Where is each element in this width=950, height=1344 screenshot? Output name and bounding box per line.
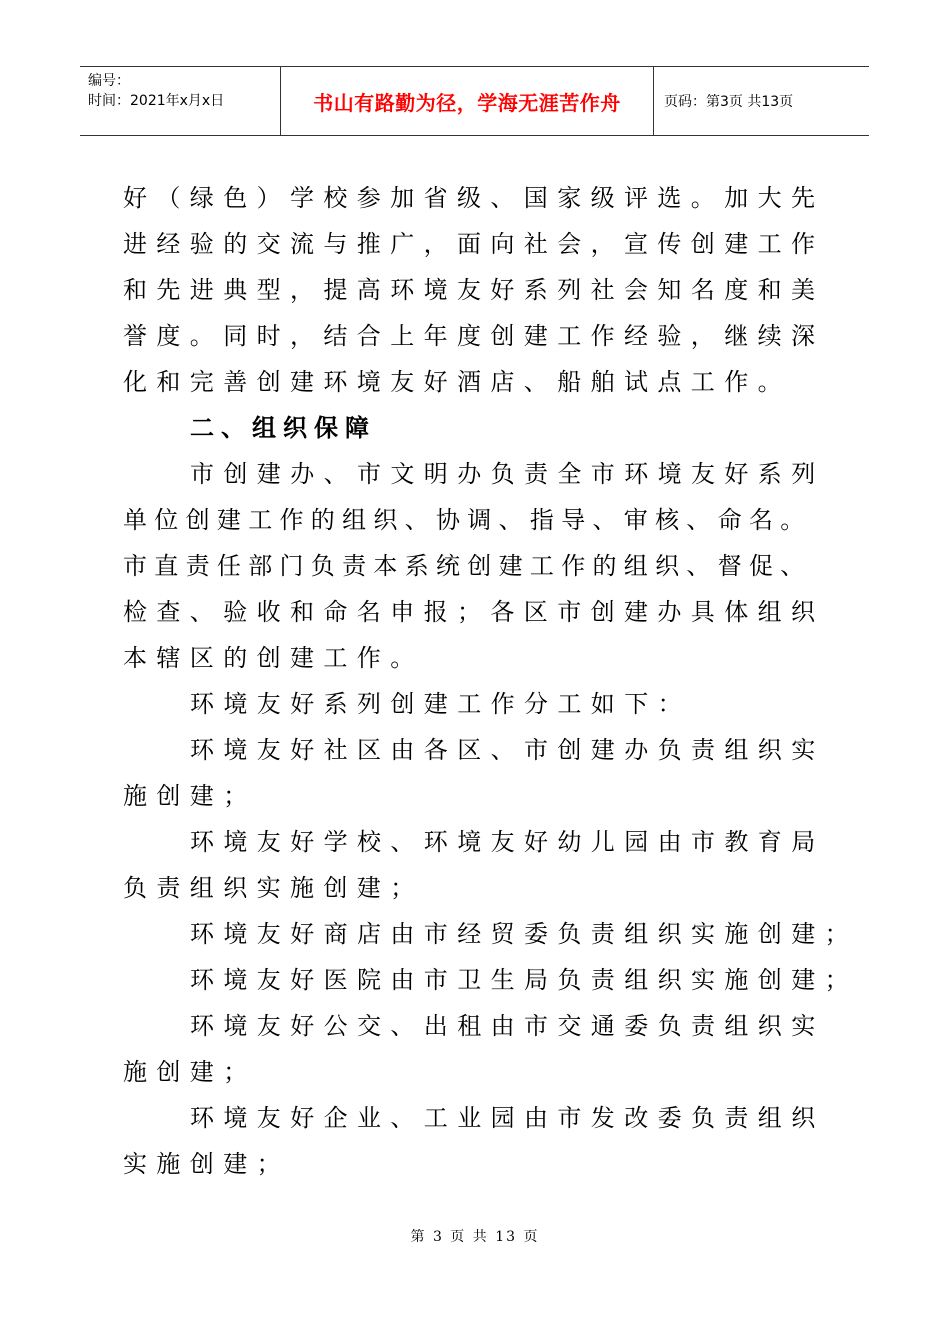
body-line: 施创建；: [123, 782, 257, 810]
body-line: 环境友好公交、出租由市交通委负责组织实: [190, 1012, 825, 1040]
body-line: 施创建；: [123, 1058, 257, 1086]
body-line: 环境友好企业、工业园由市发改委负责组织: [190, 1104, 825, 1132]
body-line: 和先进典型，提高环境友好系列社会知名度和美: [123, 276, 825, 304]
section-heading: 二、组织保障: [190, 414, 376, 442]
body-line: 单位创建工作的组织、协调、指导、审核、命名。: [123, 506, 812, 534]
body-line: 实施创建；: [123, 1150, 290, 1178]
body-line: 环境友好医院由市卫生局负责组织实施创建；: [190, 966, 858, 994]
body-line: 环境友好商店由市经贸委负责组织实施创建；: [190, 920, 858, 948]
body-line: 本辖区的创建工作。: [123, 644, 424, 672]
header-page-info: 页码：第3页 共13页: [664, 94, 794, 110]
header-motto: 书山有路勤为径，学海无涯苦作舟: [281, 67, 654, 135]
page-footer: 第 3 页 共 13 页: [410, 1229, 540, 1245]
body-line: 誉度。同时，结合上年度创建工作经验，继续深: [123, 322, 825, 350]
body-line: 负责组织实施创建；: [123, 874, 424, 902]
body-line: 好（绿色）学校参加省级、国家级评选。加大先: [123, 184, 825, 212]
body-line: 环境友好系列创建工作分工如下：: [190, 690, 691, 718]
body-line: 环境友好社区由各区、市创建办负责组织实: [190, 736, 825, 764]
body-line: 化和完善创建环境友好酒店、船舶试点工作。: [123, 368, 791, 396]
body-line: 市直责任部门负责本系统创建工作的组织、督促、: [123, 552, 812, 580]
body-line: 检查、验收和命名申报；各区市创建办具体组织: [123, 598, 825, 626]
body-line: 市创建办、市文明办负责全市环境友好系列: [190, 460, 825, 488]
serial-label: 编号：: [88, 73, 130, 89]
body-line: 进经验的交流与推广，面向社会，宣传创建工作: [123, 230, 825, 258]
body-line: 环境友好学校、环境友好幼儿园由市教育局: [190, 828, 825, 856]
time-label: 时间：2021年x月x日: [88, 93, 225, 109]
